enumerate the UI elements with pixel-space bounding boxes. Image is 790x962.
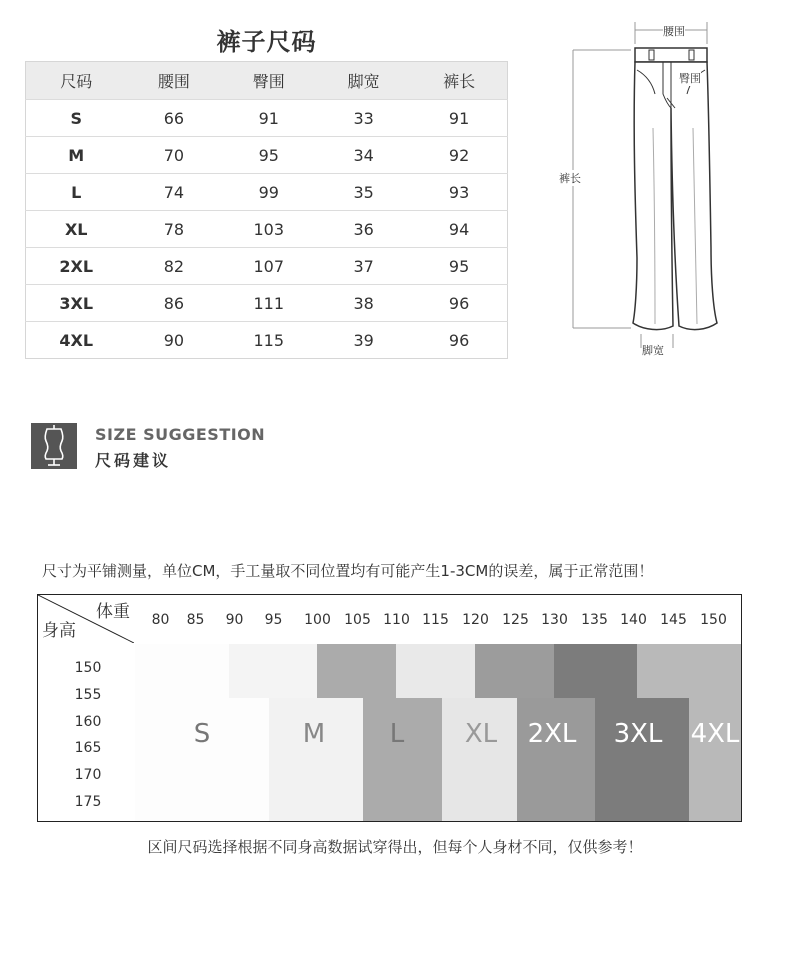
weight-value: 135 bbox=[581, 612, 608, 628]
cell-hip: 111 bbox=[221, 285, 316, 322]
table-row bbox=[26, 248, 508, 285]
cell-size: 4XL bbox=[26, 322, 127, 359]
cell-size: 3XL bbox=[26, 285, 127, 322]
cell-length: 91 bbox=[411, 100, 507, 137]
table-row bbox=[26, 285, 508, 322]
weight-value: 110 bbox=[383, 612, 410, 628]
size-zone-2xl bbox=[517, 698, 595, 821]
size-table bbox=[25, 61, 508, 359]
mannequin-icon bbox=[31, 423, 77, 469]
header-hem: 脚宽 bbox=[316, 62, 411, 100]
size-zone-m bbox=[269, 698, 363, 821]
cell-waist: 78 bbox=[126, 211, 221, 248]
header-length: 裤长 bbox=[411, 62, 507, 100]
size-zone-3xl bbox=[595, 698, 689, 821]
weight-value: 95 bbox=[264, 612, 283, 628]
header-hip: 臀围 bbox=[221, 62, 316, 100]
cell-size: 2XL bbox=[26, 248, 127, 285]
size-zone-xl bbox=[442, 698, 517, 821]
cell-hip: 95 bbox=[221, 137, 316, 174]
cell-hem: 37 bbox=[316, 248, 411, 285]
header-waist: 腰围 bbox=[126, 62, 221, 100]
table-row bbox=[26, 322, 508, 359]
height-value: 170 bbox=[74, 767, 102, 783]
suggestion-title-en: SIZE SUGGESTION bbox=[95, 425, 266, 444]
cell-length: 96 bbox=[411, 285, 507, 322]
header-size: 尺码 bbox=[26, 62, 127, 100]
height-axis-label: 身高 bbox=[42, 621, 76, 641]
weight-value: 130 bbox=[541, 612, 568, 628]
cell-hem: 36 bbox=[316, 211, 411, 248]
cell-hem: 38 bbox=[316, 285, 411, 322]
cell-size: S bbox=[26, 100, 127, 137]
cell-hem: 33 bbox=[316, 100, 411, 137]
height-value: 150 bbox=[74, 660, 102, 676]
size-table-header bbox=[26, 62, 508, 100]
size-zone-2xl-upper bbox=[475, 644, 554, 698]
size-zone-3xl-upper bbox=[554, 644, 637, 698]
weight-value: 140 bbox=[620, 612, 647, 628]
size-label-m: M bbox=[302, 719, 326, 749]
measurement-note: 尺寸为平铺测量，单位CM，手工量取不同位置均有可能产生1-3CM的误差，属于正常范围！ bbox=[42, 562, 654, 580]
size-zone-m-upper bbox=[229, 644, 317, 698]
size-label-2xl: 2XL bbox=[527, 719, 577, 749]
size-zone-s bbox=[135, 698, 269, 821]
cell-hip: 99 bbox=[221, 174, 316, 211]
hip-label: 臀围 bbox=[679, 72, 701, 85]
height-value: 155 bbox=[74, 687, 102, 703]
size-zone-4xl bbox=[689, 698, 741, 821]
cell-waist: 66 bbox=[126, 100, 221, 137]
cell-length: 92 bbox=[411, 137, 507, 174]
cell-length: 95 bbox=[411, 248, 507, 285]
height-value: 160 bbox=[74, 714, 102, 730]
cell-hem: 35 bbox=[316, 174, 411, 211]
weight-value: 90 bbox=[225, 612, 244, 628]
weight-value: 85 bbox=[186, 612, 205, 628]
table-row bbox=[26, 137, 508, 174]
size-label-4xl: 4XL bbox=[690, 719, 740, 749]
size-label-3xl: 3XL bbox=[613, 719, 663, 749]
weight-value: 145 bbox=[660, 612, 687, 628]
size-label-xl: XL bbox=[464, 719, 498, 749]
cell-waist: 74 bbox=[126, 174, 221, 211]
cell-hip: 91 bbox=[221, 100, 316, 137]
weight-value: 105 bbox=[344, 612, 371, 628]
weight-value: 100 bbox=[304, 612, 331, 628]
table-row bbox=[26, 174, 508, 211]
weight-value: 115 bbox=[422, 612, 449, 628]
weight-axis-label: 体重 bbox=[96, 602, 130, 622]
suggestion-title-cn: 尺码建议 bbox=[95, 451, 172, 470]
size-zone-l-upper bbox=[317, 644, 396, 698]
table-row bbox=[26, 211, 508, 248]
cell-waist: 82 bbox=[126, 248, 221, 285]
weight-value: 150 bbox=[700, 612, 727, 628]
cell-size: M bbox=[26, 137, 127, 174]
size-zone-xl-upper bbox=[396, 644, 475, 698]
weight-value: 80 bbox=[151, 612, 170, 628]
pants-illustration bbox=[555, 18, 745, 358]
cell-size: L bbox=[26, 174, 127, 211]
cell-waist: 86 bbox=[126, 285, 221, 322]
size-table-title: 裤子尺码 bbox=[216, 28, 317, 56]
size-zone-l bbox=[363, 698, 442, 821]
cell-hem: 39 bbox=[316, 322, 411, 359]
hem-label: 脚宽 bbox=[642, 344, 664, 357]
cell-hip: 115 bbox=[221, 322, 316, 359]
cell-waist: 90 bbox=[126, 322, 221, 359]
size-label-l: L bbox=[389, 719, 405, 749]
height-value: 165 bbox=[74, 740, 102, 756]
pants-diagram bbox=[555, 18, 745, 362]
height-value: 175 bbox=[74, 794, 102, 810]
weight-value: 120 bbox=[462, 612, 489, 628]
cell-length: 96 bbox=[411, 322, 507, 359]
waist-label: 腰围 bbox=[663, 25, 685, 38]
cell-hem: 34 bbox=[316, 137, 411, 174]
grid-corner bbox=[38, 595, 134, 643]
cell-hip: 107 bbox=[221, 248, 316, 285]
size-recommendation-grid bbox=[37, 594, 742, 822]
cell-hip: 103 bbox=[221, 211, 316, 248]
size-zone-4xl-upper bbox=[637, 644, 741, 698]
cell-length: 93 bbox=[411, 174, 507, 211]
table-row bbox=[26, 100, 508, 137]
disclaimer-note: 区间尺码选择根据不同身高数据试穿得出，但每个人身材不同，仅供参考！ bbox=[147, 838, 643, 856]
length-label: 裤长 bbox=[559, 172, 581, 185]
cell-size: XL bbox=[26, 211, 127, 248]
size-zone-s-upper bbox=[135, 644, 229, 698]
size-label-s: S bbox=[193, 719, 211, 749]
weight-value: 125 bbox=[502, 612, 529, 628]
cell-waist: 70 bbox=[126, 137, 221, 174]
cell-length: 94 bbox=[411, 211, 507, 248]
